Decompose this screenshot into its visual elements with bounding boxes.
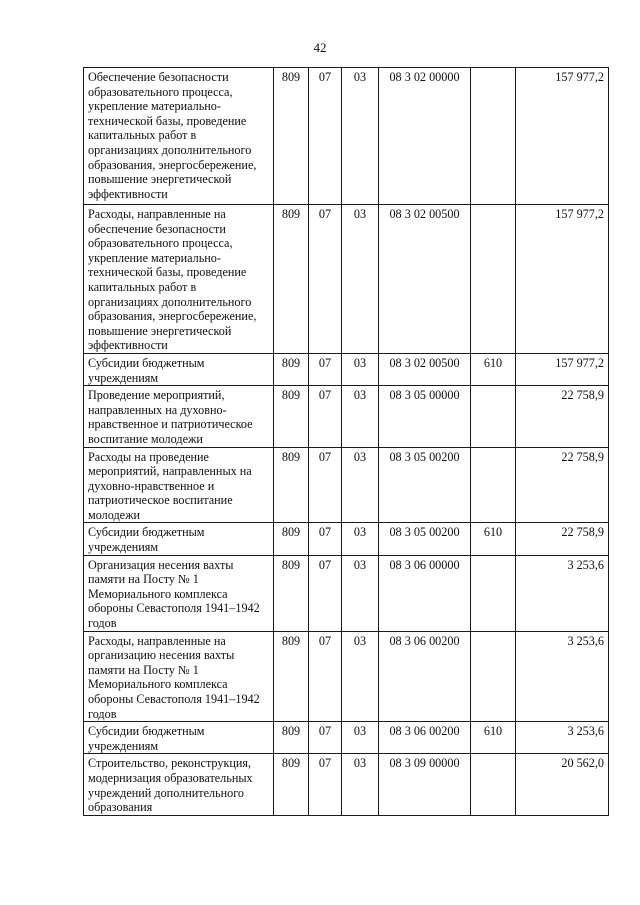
- row-ved: 809: [274, 68, 309, 205]
- row-csr: 08 3 06 00200: [379, 631, 471, 722]
- table-row: [84, 205, 609, 354]
- row-sum: 3 253,6: [516, 555, 609, 631]
- row-rz: 07: [309, 631, 342, 722]
- row-name: Расходы на проведение мероприятий, направленных на духовно-нравственное и патриотическое воспитание молодежи: [84, 447, 274, 523]
- row-pr: 03: [342, 205, 379, 354]
- table-row: [84, 523, 609, 555]
- row-csr: 08 3 05 00200: [379, 447, 471, 523]
- row-ved: 809: [274, 523, 309, 555]
- row-sum: 3 253,6: [516, 631, 609, 722]
- row-name: Субсидии бюджетным учреждениям: [84, 523, 274, 555]
- row-sum: 20 562,0: [516, 754, 609, 816]
- row-name: Строительство, реконструкция, модернизация образовательных учреждений дополнительного образования: [84, 754, 274, 816]
- row-sum: 157 977,2: [516, 68, 609, 205]
- row-name: Субсидии бюджетным учреждениям: [84, 722, 274, 754]
- row-vr: [471, 386, 516, 447]
- row-sum: 22 758,9: [516, 523, 609, 555]
- row-rz: 07: [309, 523, 342, 555]
- row-rz: 07: [309, 386, 342, 447]
- row-ved: 809: [274, 205, 309, 354]
- row-vr: [471, 631, 516, 722]
- row-ved: 809: [274, 631, 309, 722]
- row-rz: 07: [309, 555, 342, 631]
- row-vr: [471, 555, 516, 631]
- row-csr: 08 3 06 00200: [379, 722, 471, 754]
- row-name: Организация несения вахты памяти на Посту № 1 Мемориального комплекса обороны Севастополя 1941–1942 годов: [84, 555, 274, 631]
- table-row: [84, 447, 609, 523]
- row-name: Расходы, направленные на организацию несения вахты памяти на Посту № 1 Мемориального комплекса обороны Севастополя 1941–1942 годов: [84, 631, 274, 722]
- table-row: [84, 68, 609, 205]
- row-csr: 08 3 02 00500: [379, 205, 471, 354]
- row-ved: 809: [274, 386, 309, 447]
- table-row: [84, 353, 609, 385]
- row-csr: 08 3 02 00500: [379, 353, 471, 385]
- row-vr: [471, 205, 516, 354]
- row-sum: 157 977,2: [516, 205, 609, 354]
- row-name: Проведение мероприятий, направленных на духовно-нравственное и патриотическое воспитание молодежи: [84, 386, 274, 447]
- row-name: Расходы, направленные на обеспечение безопасности образовательного процесса, укрепление материально-технической базы, проведение капитальных работ в организациях дополнительного образования, энергосбережение, повышение энергетической эффективности: [84, 205, 274, 354]
- row-rz: 07: [309, 68, 342, 205]
- table-row: [84, 754, 609, 816]
- row-pr: 03: [342, 68, 379, 205]
- row-pr: 03: [342, 447, 379, 523]
- row-sum: 22 758,9: [516, 447, 609, 523]
- row-vr: [471, 754, 516, 816]
- row-pr: 03: [342, 353, 379, 385]
- row-rz: 07: [309, 754, 342, 816]
- table-row: [84, 631, 609, 722]
- row-pr: 03: [342, 754, 379, 816]
- row-csr: 08 3 05 00000: [379, 386, 471, 447]
- table-row: [84, 386, 609, 447]
- row-name: Обеспечение безопасности образовательного процесса, укрепление материально-технической базы, проведение капитальных работ в организациях дополнительного образования, энергосбережение, повышение энергетической эффективности: [84, 68, 274, 205]
- row-ved: 809: [274, 353, 309, 385]
- page-number: 42: [313, 40, 327, 55]
- row-csr: 08 3 09 00000: [379, 754, 471, 816]
- row-csr: 08 3 02 00000: [379, 68, 471, 205]
- budget-table: [83, 67, 609, 816]
- row-vr: 610: [471, 353, 516, 385]
- row-rz: 07: [309, 447, 342, 523]
- table-row: [84, 722, 609, 754]
- row-rz: 07: [309, 722, 342, 754]
- row-csr: 08 3 05 00200: [379, 523, 471, 555]
- row-ved: 809: [274, 447, 309, 523]
- row-csr: 08 3 06 00000: [379, 555, 471, 631]
- row-sum: 22 758,9: [516, 386, 609, 447]
- table-row: [84, 555, 609, 631]
- row-ved: 809: [274, 754, 309, 816]
- row-ved: 809: [274, 555, 309, 631]
- row-pr: 03: [342, 555, 379, 631]
- row-name: Субсидии бюджетным учреждениям: [84, 353, 274, 385]
- row-pr: 03: [342, 386, 379, 447]
- row-pr: 03: [342, 523, 379, 555]
- row-vr: 610: [471, 722, 516, 754]
- row-rz: 07: [309, 205, 342, 354]
- row-sum: 157 977,2: [516, 353, 609, 385]
- row-pr: 03: [342, 722, 379, 754]
- row-pr: 03: [342, 631, 379, 722]
- row-vr: [471, 447, 516, 523]
- row-vr: 610: [471, 523, 516, 555]
- row-vr: [471, 68, 516, 205]
- row-rz: 07: [309, 353, 342, 385]
- row-sum: 3 253,6: [516, 722, 609, 754]
- row-ved: 809: [274, 722, 309, 754]
